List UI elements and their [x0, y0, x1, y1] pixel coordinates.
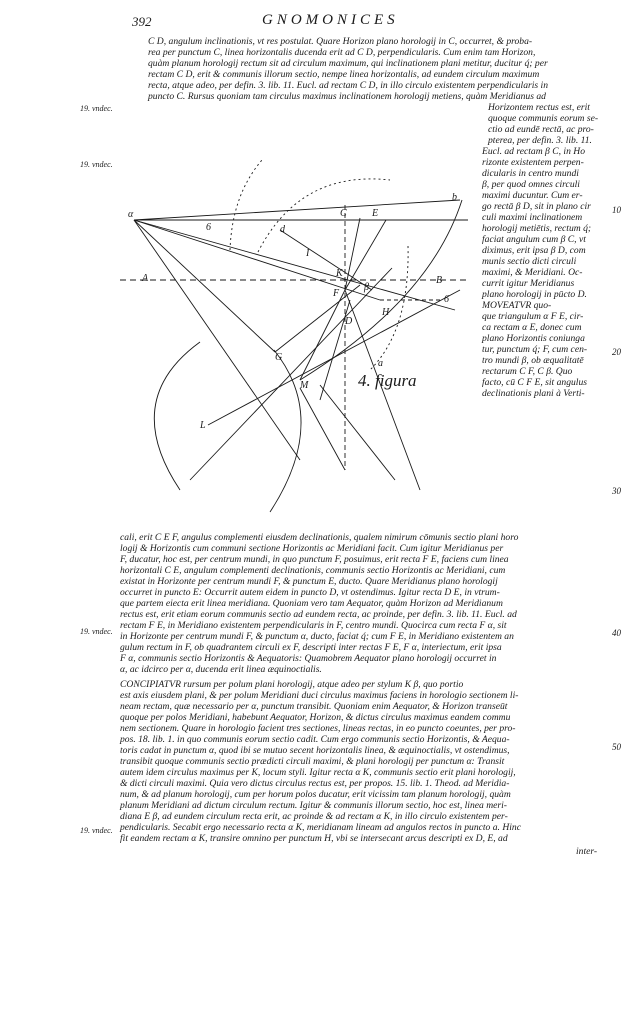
text-line: nem sectionem. Quare in horologio facient tres sectiones, lineas rectas, in eo puncto coeuntes, per pro-	[120, 723, 516, 734]
text-line: plano Horizontis coniunga	[482, 333, 585, 344]
text-line: tur, punctum q́; F, cum cen-	[482, 344, 588, 355]
text-line: puncto C. Rursus quoniam tam circulus maximus inclinationem horologij metiens, quàm Meridianus ad	[148, 91, 546, 102]
text-line: facto, cū C F E, sit angulus	[482, 377, 587, 388]
text-line: existat in Horizonte per centrum mundi F, & punctum E, ducto. Quare Meridianus plano horologij	[120, 576, 498, 587]
text-line: horizontali C E, angulum complementi declinationis, communis sectio Horizontis ac Meridiani, cum	[120, 565, 506, 576]
margin-line-number: 40	[612, 628, 621, 638]
label-L: L	[200, 420, 206, 431]
label-K: K	[336, 268, 343, 279]
figure-caption: 4. figura	[358, 371, 417, 390]
text-line: logij & Horizontis cum communi sectione Horizontis ac Meridiani facit. Cum igitur Meridianus per	[120, 543, 504, 554]
text-line: rectarum C F, C β. Quo	[482, 366, 573, 377]
text-line: pterea, per defin. 3. lib. 11.	[488, 135, 592, 146]
text-line: rectus est, erit etiam eorum communis sectio ad eundem recta, ac proinde, per defin. 3. lib. 11. Eucl. ad	[120, 609, 517, 620]
text-line: quoque communis eorum se-	[488, 113, 599, 124]
text-line: rea per punctum C, linea horizontalis ducenda erit ad C D, perpendicularis. Cum enim tam Horizon,	[148, 47, 536, 58]
text-line: pendicularis. Secabit ergo necessario recta α K, meridianam lineam ad angulos rectos in puncto a. Hinc	[120, 822, 521, 833]
figure-labels	[128, 192, 457, 431]
text-line: Horizontem rectus est, erit	[488, 102, 590, 113]
text-line: culi maximi inclinationem	[482, 212, 583, 223]
text-line: plano horologij in pūcto D.	[482, 289, 587, 300]
margin-line-number: 30	[612, 486, 621, 496]
text-line: faciat angulum cum β C, vt	[482, 234, 586, 245]
margin-line-number: 50	[612, 742, 621, 752]
text-line: rizonte existentem perpen-	[482, 157, 584, 168]
label-H: H	[382, 307, 390, 318]
label-alpha: α	[128, 209, 134, 220]
text-line: MOVEATVR quo-	[482, 300, 552, 311]
text-line: diximus, erit ipsa β D, com	[482, 245, 586, 256]
text-line: rectam F E, in Meridiano existentem perpendicularis in F, centro mundi. Quocirca cum recta F α, sit	[120, 620, 507, 631]
label-6b: 6	[444, 294, 449, 305]
label-d: d	[280, 224, 285, 235]
text-line: ctio ad eundē rectā, ac pro-	[488, 124, 594, 135]
text-line: maximi, & Meridiani. Oc-	[482, 267, 583, 278]
label-C: C	[340, 208, 347, 219]
label-6a: 6	[206, 222, 211, 233]
text-line: diana E β, ad eundem circulum recta erit, ac proinde & ad rectam α K, in illo circulo existentem per-	[120, 811, 508, 822]
margin-note: 19. vndec.	[80, 160, 113, 169]
text-line: occurret in puncto E: Occurrit autem eidem in puncto D, vt ostendimus. Igitur recta D E, in vtrum-	[120, 587, 500, 598]
figure-caption-superscript: a	[378, 358, 383, 369]
text-line: num, & ad planum horologij, cum per horum polos ducatur, erit vicissim tam planum horologij, quàm	[120, 789, 511, 800]
text-line: cali, erit C E F, angulus complementi eiusdem declinationis, qualem nimirum cōmunis sectio plani horo	[120, 532, 519, 543]
text-line: horologij metiētis, rectum q́;	[482, 223, 592, 234]
text-line: currit igitur Meridianus	[482, 278, 575, 289]
page-number: 392	[132, 14, 152, 29]
text-line: transibit quoque communis sectio prædicti circuli maximi, & plani horologij per punctum α: Transit	[120, 756, 505, 767]
text-line: pos. 18. lib. 1. in quo communis eorum sectio cadit. Cum ergo communis sectio Horizontis, & Aequa-	[120, 734, 510, 745]
margin-line-number: 10	[612, 205, 621, 215]
text-line: Eucl. ad rectam β C, in Ho	[482, 146, 586, 157]
text-line: go rectā β D, sit in plano cir	[482, 201, 591, 212]
text-line: est axis eiusdem plani, & per polum Meridiani duci circulus maximus faciens in horologio sectionem li-	[120, 690, 519, 701]
text-line: que triangulum α F E, cir-	[482, 311, 584, 322]
label-b: b	[452, 192, 457, 203]
label-I: I	[306, 248, 310, 259]
catchword: inter-	[576, 846, 598, 857]
text-line: tro mundi β, ob æqualitatē	[482, 355, 584, 366]
label-B: B	[436, 275, 443, 286]
text-line: β, per quod omnes circuli	[482, 179, 580, 190]
text-line: planum Meridiani ad dictum circulum rectum. Igitur & communis illorum sectio, hoc est, linea meri-	[120, 800, 507, 811]
text-line: maximi ducuntur. Cum er-	[482, 190, 583, 201]
label-A: A	[142, 273, 149, 284]
text-line: CONCIPIATVR rursum per polum plani horologij, atque adeo per stylum K β, quo portio	[120, 679, 464, 690]
text-line: fit eandem rectam α K, transire omnino per punctum H, vbi se intersecant arcus descripti ex D, E, ad	[120, 833, 508, 844]
text-line: autem idem circulus maximus per K, locum styli. Igitur recta α K, communis sectio erit plani horologij,	[120, 767, 516, 778]
running-head: GNOMONICES	[262, 12, 399, 28]
label-F: F	[333, 288, 340, 299]
label-beta: β	[364, 282, 369, 293]
margin-note: 19. vndec.	[80, 627, 113, 636]
text-line: gulum rectum in F, ob quadrantem circuli ex F, descripti inter rectas F E, F α, interiectum, erit ipsa	[120, 642, 502, 653]
text-line: in Horizonte per centrum mundi F, & punctum α, ducto, faciat q́; cum F E, in Meridiano existentem an	[120, 631, 514, 642]
label-G: G	[275, 352, 283, 363]
text-line: α, ac idcirco per α, ducenda erit linea æquinoctialis.	[120, 664, 322, 675]
text-line: dicularis in centro mundi	[482, 168, 579, 179]
text-line: recta, atque adeo, per defin. 3. lib. 11. Eucl. ad rectam C D, in illo circulo existentem perpendicularis in	[148, 80, 549, 91]
text-line: ca rectam α E, donec cum	[482, 322, 582, 333]
label-M: M	[300, 380, 309, 391]
text-line: munis sectio dicti circuli	[482, 256, 577, 267]
text-line: C D, angulum inclinationis, vt res postulat. Quare Horizon plano horologij in C, occurret, & proba-	[148, 36, 533, 47]
margin-note: 19. vndec.	[80, 104, 113, 113]
margin-note: 19. vndec.	[80, 826, 113, 835]
text-line: & dicti circuli maximi. Quia vero dictus circulus rectus est, per propos. 15. lib. 1. Theod. ad Meridia-	[120, 778, 510, 789]
text-line: quoque per polos Meridiani, habebunt Aequator, Horizon, & dictus circulus maximus eandem commu	[120, 712, 511, 723]
text-line: que partem eiecta erit linea meridiana. Quoniam vero tam Aequator, quàm Horizon ad Meridianum	[120, 598, 503, 609]
text-line: declinationis plani à Verti-	[482, 388, 585, 399]
text-line: quàm planum horologij rectum sit ad circulum maximum, qui inclinationem plani metitur, ducitur q́; per	[148, 58, 548, 69]
text-line: neam rectam, quæ necessario per α, punctum transibit. Quoniam enim Aequator, & Horizon transeūt	[120, 701, 508, 712]
margin-line-number: 20	[612, 347, 621, 357]
label-D: D	[345, 316, 353, 327]
text-line: F α, communis sectio Horizontis & Aequatoris: Quamobrem Aequator plano horologij occurret in	[120, 653, 497, 664]
label-E: E	[372, 208, 379, 219]
text-line: F, ducatur, hoc est, per centrum mundi, in quo punctum F, posuimus, erit recta F E, faciens cum linea	[120, 554, 509, 565]
text-line: toris cadat in punctum α, quod ibi se mutuo secent horizontalis linea, & æquinoctialis, vt ostendimus,	[120, 745, 510, 756]
text-line: rectam C D, erit & communis illorum sectio, nempe linea horizontalis, ad eundem circulum maximum	[148, 69, 540, 80]
